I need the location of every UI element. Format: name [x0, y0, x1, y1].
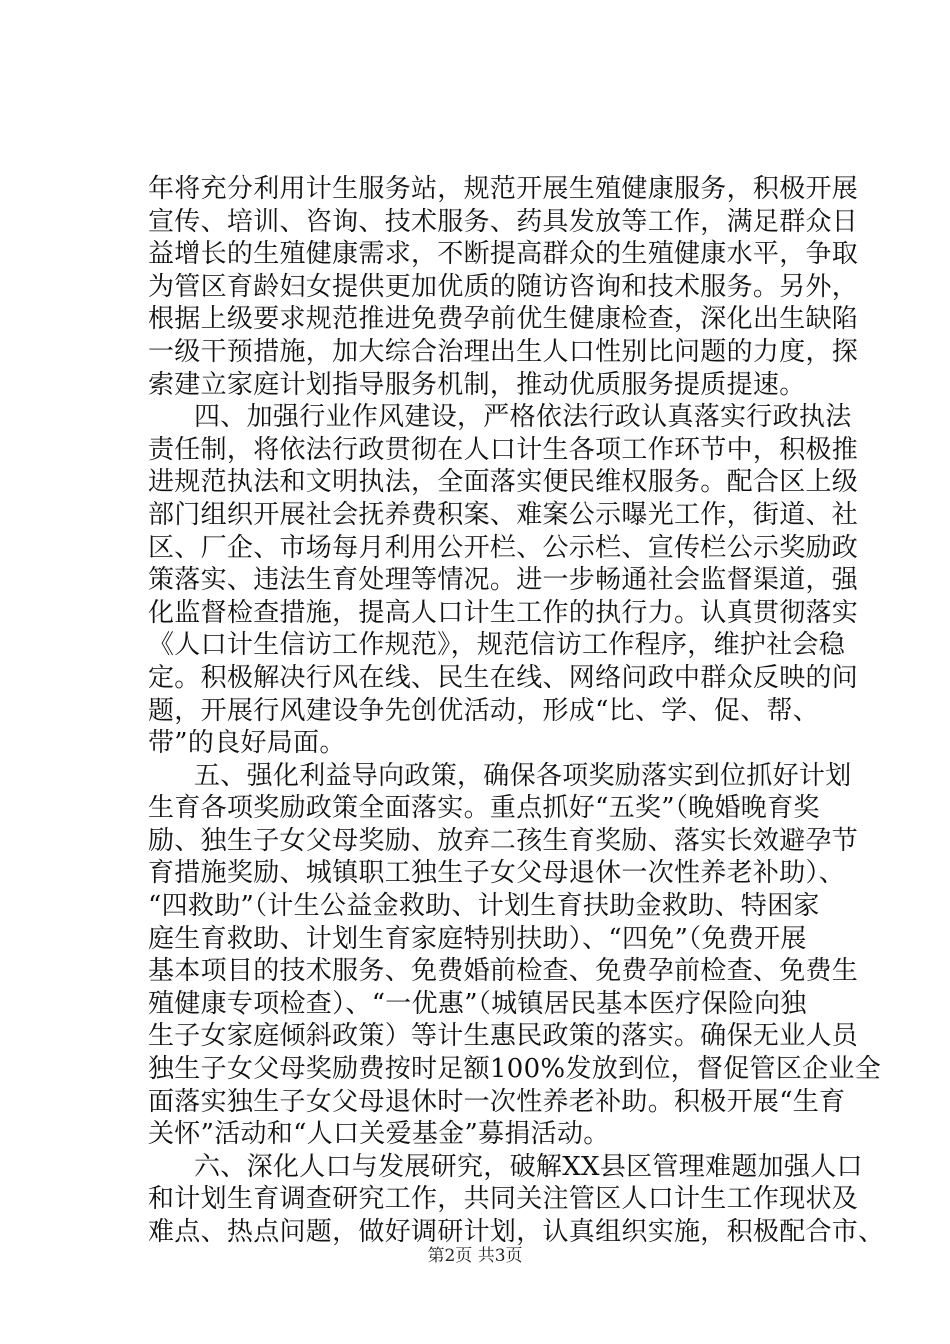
text-line: 一级干预措施，加大综合治理出生人口性别比问题的力度，探 [148, 336, 859, 367]
text-line: 题，开展行风建设争先创优活动，形成“比、学、促、帮、 [148, 695, 820, 726]
paragraph-first-line: 五、强化利益导向政策，确保各项奖励落实到位抓好计划 [194, 760, 852, 791]
page-footer: 第2页 共3页 [427, 1246, 523, 1266]
text-line: 年将充分利用计生服务站，规范开展生殖健康服务，积极开展 [148, 174, 859, 204]
text-line: 独生子女父母奖励费按时足额100%发放到位，督促管区企业全 [148, 1054, 882, 1085]
text-line: 和计划生育调查研究工作，共同关注管区人口计生工作现状及 [148, 1184, 859, 1215]
text-line: 殖健康专项检查）、“一优惠”（城镇居民基本医疗保险向独 [148, 988, 807, 1019]
text-line: “四救助”（计生公益金救助、计划生育扶助金救助、特困家 [148, 891, 820, 922]
text-line: 带”的良好局面。 [148, 728, 346, 759]
text-line: 励、独生子女父母奖励、放弃二孩生育奖励、落实长效避孕节 [148, 825, 859, 856]
text-line: 育措施奖励、城镇职工独生子女父母退休一次性养老补助）、 [148, 858, 846, 889]
text-line: 宣传、培训、咨询、技术服务、药具发放等工作，满足群众日 [148, 206, 859, 237]
text-line: 关怀”活动和“人口关爱基金”募捐活动。 [148, 1119, 610, 1150]
text-line: 定。积极解决行风在线、民生在线、网络问政中群众反映的问 [148, 662, 859, 693]
text-line: 策落实、违法生育处理等情况。进一步畅通社会监督渠道，强 [148, 565, 859, 596]
text-line: 益增长的生殖健康需求，不断提高群众的生殖健康水平，争取 [148, 239, 859, 270]
text-line: 责任制，将依法行政贯彻在人口计生各项工作环节中，积极推 [148, 434, 859, 465]
text-line: 根据上级要求规范推进免费孕前优生健康检查，深化出生缺陷 [148, 304, 859, 335]
text-line: 化监督检查措施，提高人口计生工作的执行力。认真贯彻落实 [148, 597, 859, 628]
text-line: 《人口计生信访工作规范》，规范信访工作程序，维护社会稳 [148, 630, 846, 661]
text-line: 基本项目的技术服务、免费婚前检查、免费孕前检查、免费生 [148, 956, 859, 987]
text-line: 进规范执法和文明执法，全面落实便民维权服务。配合区上级 [148, 467, 859, 498]
text-line: 难点、热点问题，做好调研计划，认真组织实施，积极配合市、 [148, 1217, 885, 1247]
text-line: 生育各项奖励政策全面落实。重点抓好“五奖”（晚婚晚育奖 [148, 793, 820, 824]
text-line: 庭生育救助、计划生育家庭特别扶助）、“四免”（免费开展 [148, 923, 807, 954]
paragraph-first-line: 四、加强行业作风建设，严格依法行政认真落实行政执法 [194, 402, 852, 433]
paragraph-first-line: 六、深化人口与发展研究，破解XX县区管理难题加强人口 [194, 1151, 863, 1182]
text-line: 部门组织开展社会抚养费积案、难案公示曝光工作，街道、社 [148, 499, 859, 530]
text-line: 区、厂企、市场每月利用公开栏、公示栏、宣传栏公示奖励政 [148, 532, 859, 563]
text-line: 为管区育龄妇女提供更加优质的随访咨询和技术服务。另外， [148, 271, 859, 302]
document-body [148, 173, 885, 1249]
text-line: 索建立家庭计划指导服务机制，推动优质服务提质提速。 [148, 369, 806, 400]
text-line: 生子女家庭倾斜政策）等计生惠民政策的落实。确保无业人员 [148, 1021, 859, 1052]
text-line: 面落实独生子女父母退休时一次性养老补助。积极开展“生育 [148, 1086, 846, 1117]
